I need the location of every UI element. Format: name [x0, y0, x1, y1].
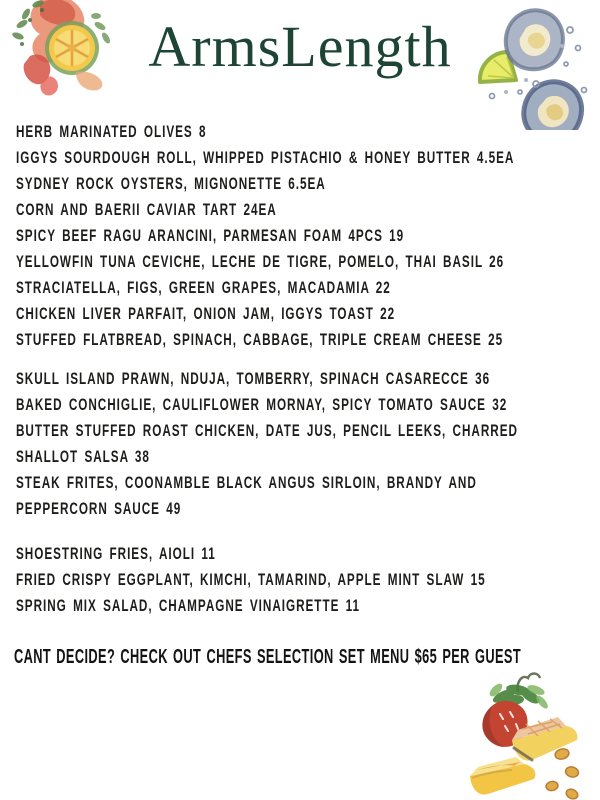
menu-item: BAKED CONCHIGLIE, CAULIFLOWER MORNAY, SPICY TOMATO SAUCE 32: [16, 395, 508, 414]
menu-item: BUTTER STUFFED ROAST CHICKEN, DATE JUS, PENCIL LEEKS, CHARRED: [16, 421, 518, 440]
menu-item: STUFFED FLATBREAD, SPINACH, CABBAGE, TRIPLE CREAM CHEESE 25: [16, 330, 504, 349]
chefs-selection-note: CANT DECIDE? CHECK OUT CHEFS SELECTION SET MENU $65 PER GUEST: [14, 646, 522, 668]
menu-item: SPICY BEEF RAGU ARANCINI, PARMESAN FOAM 4PCS 19: [16, 226, 405, 245]
menu-item: CORN AND BAERII CAVIAR TART 24EA: [16, 200, 277, 219]
menu-item: HERB MARINATED OLIVES 8: [16, 122, 207, 141]
menu-section-3: [16, 541, 600, 619]
menu-item: STEAK FRITES, COONAMBLE BLACK ANGUS SIRLOIN, BRANDY AND: [16, 473, 477, 492]
oysters-lime-icon: [466, 2, 596, 130]
restaurant-title: ArmsLength: [148, 14, 452, 79]
menu-item: IGGYS SOURDOUGH ROLL, WHIPPED PISTACHIO & HONEY BUTTER 4.5EA: [16, 148, 515, 167]
menu-item: SYDNEY ROCK OYSTERS, MIGNONETTE 6.5EA: [16, 174, 326, 193]
menu: [16, 119, 600, 619]
menu-item: SPRING MIX SALAD, CHAMPAGNE VINAIGRETTE 11: [16, 596, 360, 615]
menu-section-1: [16, 119, 600, 353]
menu-item-wrap: PEPPERCORN SAUCE 49: [16, 499, 182, 518]
menu-section-2: [16, 366, 600, 522]
menu-item: CHICKEN LIVER PARFAIT, ONION JAM, IGGYS TOAST 22: [16, 304, 396, 323]
menu-item-wrap: SHALLOT SALSA 38: [16, 447, 150, 466]
menu-item: STRACIATELLA, FIGS, GREEN GRAPES, MACADAMIA 22: [16, 278, 391, 297]
menu-item: SHOESTRING FRIES, AIOLI 11: [16, 544, 216, 563]
menu-item: FRIED CRISPY EGGPLANT, KIMCHI, TAMARIND, APPLE MINT SLAW 15: [16, 570, 486, 589]
strawberry-cheese-icon: [432, 670, 592, 800]
menu-item: YELLOWFIN TUNA CEVICHE, LECHE DE TIGRE, POMELO, THAI BASIL 26: [16, 252, 505, 271]
menu-item: SKULL ISLAND PRAWN, NDUJA, TOMBERRY, SPINACH CASARECCE 36: [16, 369, 491, 388]
